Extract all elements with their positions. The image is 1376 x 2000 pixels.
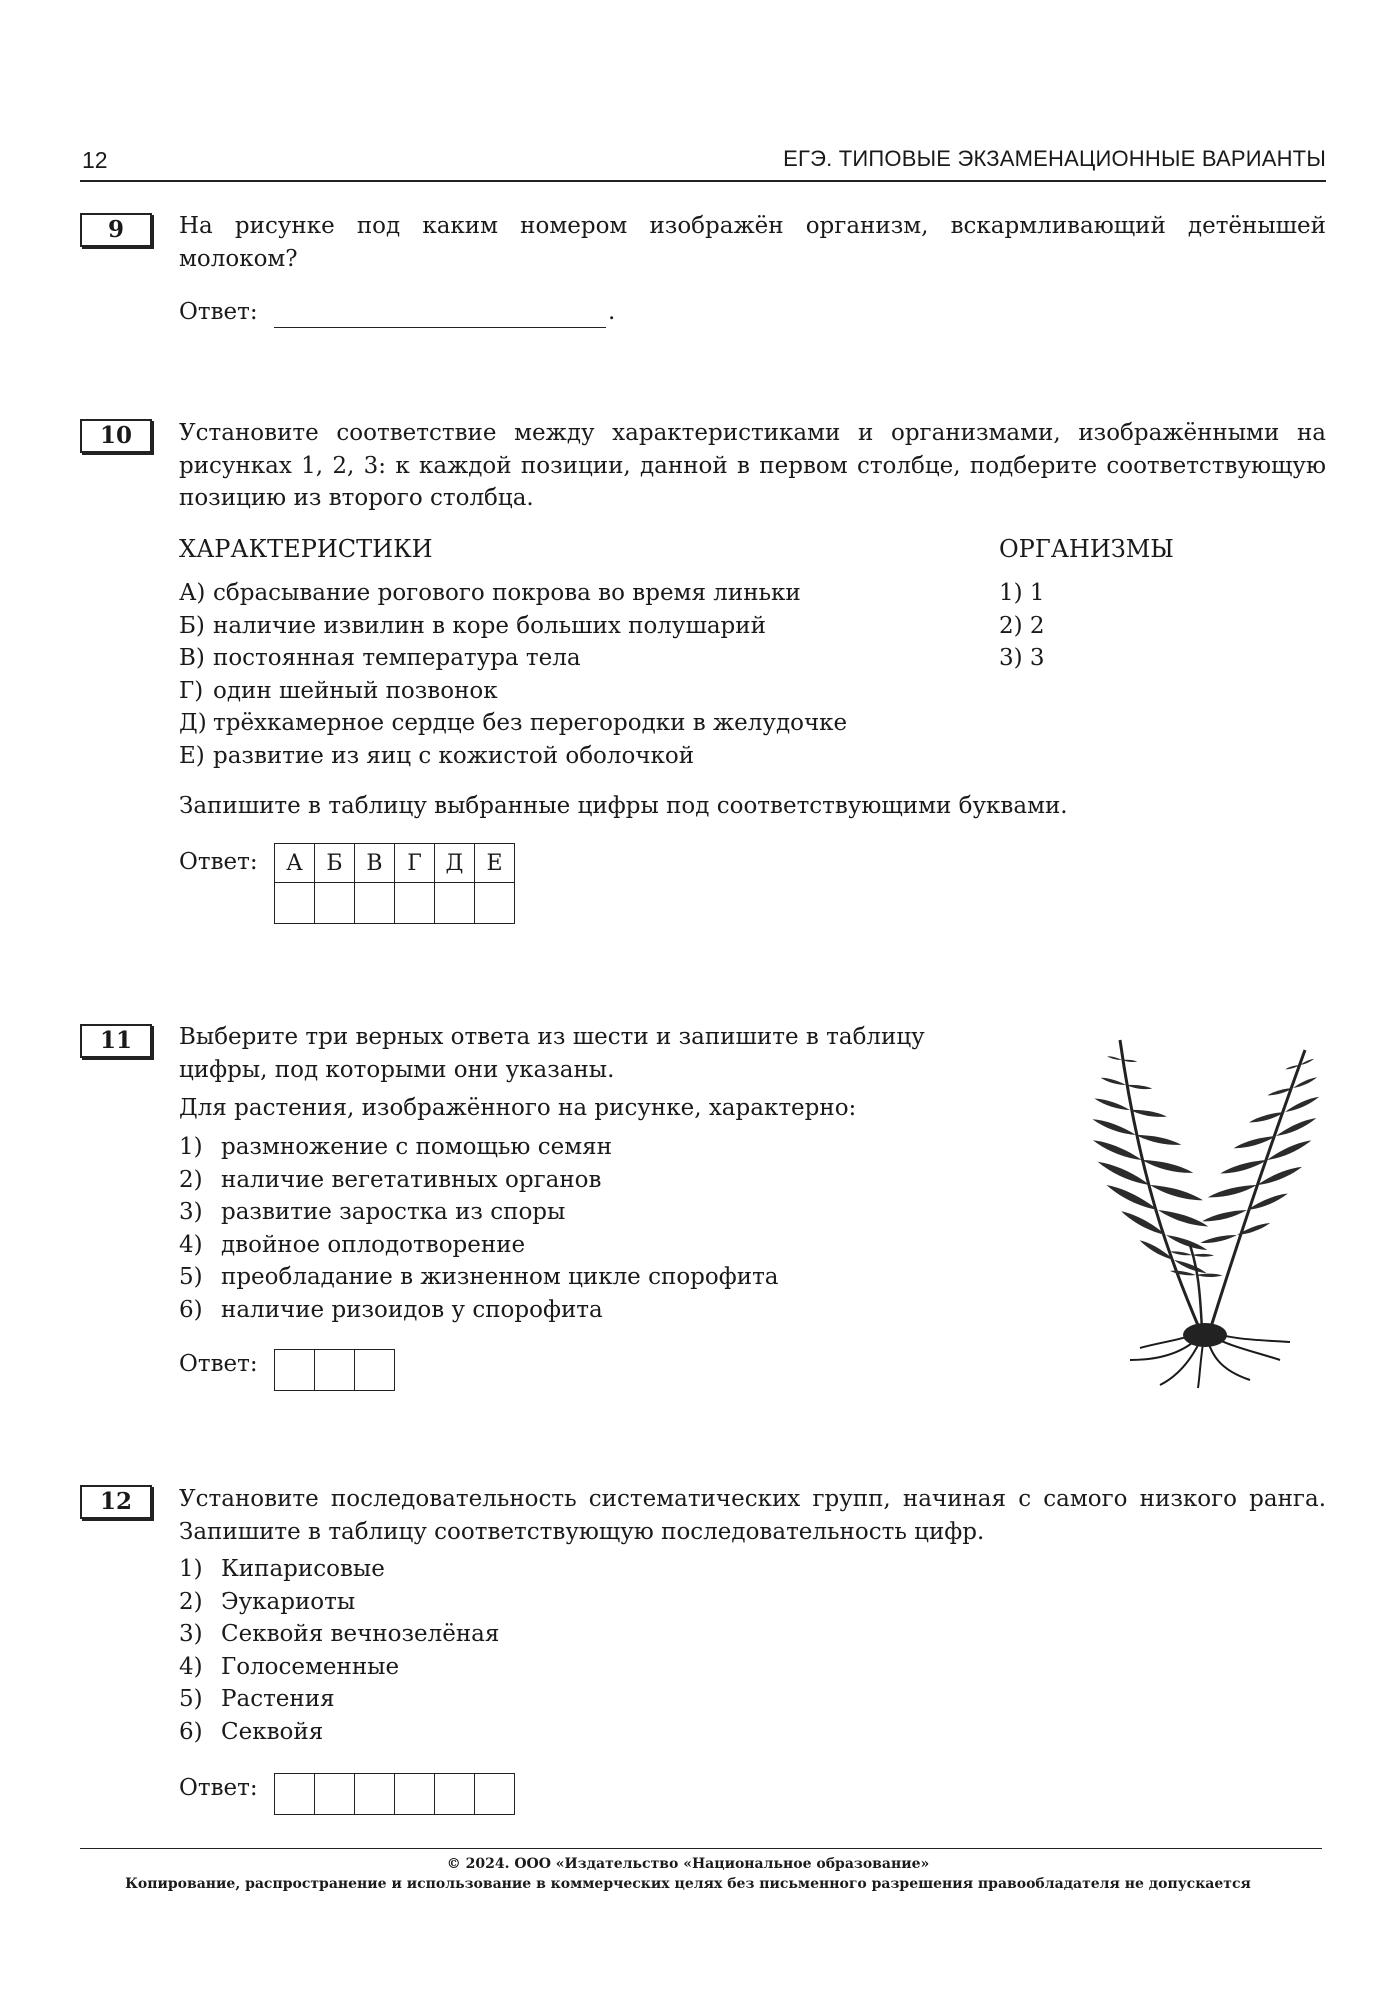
answer-cell[interactable]	[275, 1350, 315, 1391]
characteristics-header: ХАРАКТЕРИСТИКИ	[179, 535, 433, 563]
answer-cell[interactable]	[475, 883, 515, 924]
question-10-instruction: Запишите в таблицу выбранные цифры под соответствующими буквами.	[179, 793, 1068, 819]
option-item: 1) Кипарисовые	[179, 1556, 385, 1582]
question-12-options	[179, 1553, 999, 1748]
characteristic-item: Д) трёхкамерное сердце без перегородки в желудочке	[179, 710, 848, 736]
question-11-answer-label: Ответ:	[179, 1351, 258, 1377]
option-item: 3) Секвойя вечнозелёная	[179, 1621, 500, 1647]
footer-copyright: © 2024. ООО «Издательство «Национальное образование»	[446, 1856, 930, 1872]
characteristic-item: В) постоянная температура тела	[179, 645, 581, 671]
option-item: 4) Голосеменные	[179, 1653, 400, 1680]
option-item: 5) Растения	[179, 1686, 335, 1712]
question-9-answer-line[interactable]	[274, 327, 606, 328]
option-item: 6) Секвойя	[179, 1718, 324, 1745]
option-item: 1) размножение с помощью семян	[179, 1134, 612, 1160]
question-11-intro-line: Выберите три верных ответа из шести и запишите в таблицу	[179, 1024, 925, 1050]
footer-notice: Копирование, распространение и использование в коммерческих целях без письменного разрешения правообладателя не допускается	[125, 1876, 1251, 1892]
answer-header-cell: Б	[315, 844, 355, 883]
answer-header-cell: Г	[395, 844, 435, 883]
answer-cell[interactable]	[435, 883, 475, 924]
characteristic-item: А) сбрасывание рогового покрова во время линьки	[179, 580, 801, 606]
organism-item: 2) 2	[999, 612, 1045, 639]
answer-cell[interactable]	[275, 883, 315, 924]
question-10-answer-table	[274, 843, 515, 924]
question-11-answer-table	[274, 1349, 395, 1391]
answer-cell[interactable]	[435, 1774, 475, 1815]
question-10-intro: Установите соответствие между характеристиками и организмами, изображёнными на рисунках 1, 2, 3: к каждой позиции, данной в первом столбце, подберите соответствующую позицию из второго столбца.	[179, 420, 1326, 511]
answer-header-cell: В	[355, 844, 395, 883]
question-11-number: 11	[80, 1024, 152, 1058]
question-11-intro	[179, 1021, 1029, 1086]
question-12-answer-label: Ответ:	[179, 1775, 258, 1801]
answer-cell[interactable]	[355, 1350, 395, 1391]
question-9-answer-period: .	[608, 299, 616, 325]
organisms-list	[999, 577, 1045, 675]
characteristic-item: Е) развитие из яиц с кожистой оболочкой	[179, 742, 695, 769]
answer-cell[interactable]	[395, 1774, 435, 1815]
answer-cell[interactable]	[475, 1774, 515, 1815]
question-9-text: На рисунке под каким номером изображён организм, вскармливающий детёнышей молоком?	[179, 213, 1326, 272]
option-item: 6) наличие ризоидов у спорофита	[179, 1296, 603, 1323]
fern-illustration	[1050, 1030, 1330, 1390]
question-10-answer-label: Ответ:	[179, 849, 258, 875]
option-item: 4) двойное оплодотворение	[179, 1231, 526, 1258]
answer-cell[interactable]	[275, 1774, 315, 1815]
answer-cell[interactable]	[315, 1774, 355, 1815]
question-12-answer-table	[274, 1773, 515, 1815]
answer-header-cell: Е	[475, 844, 515, 883]
answer-cell[interactable]	[355, 1774, 395, 1815]
answer-header-cell: Д	[435, 844, 475, 883]
option-item: 5) преобладание в жизненном цикле спорофита	[179, 1264, 779, 1290]
question-11-options	[179, 1131, 999, 1326]
fern-frond-right	[1200, 1050, 1321, 1330]
answer-header-cell: А	[275, 844, 315, 883]
header-rule	[80, 180, 1326, 182]
question-9-number: 9	[80, 213, 152, 247]
question-12-number: 12	[80, 1485, 152, 1519]
characteristics-list	[179, 577, 959, 772]
organisms-header: ОРГАНИЗМЫ	[999, 535, 1174, 563]
question-12-intro: Установите последовательность систематических групп, начиная с самого низкого ранга. Запишите в таблицу соответствующую последовательность цифр.	[179, 1486, 1326, 1545]
option-item: 2) Эукариоты	[179, 1588, 356, 1615]
page-number: 12	[82, 147, 108, 173]
question-9-answer-label: Ответ:	[179, 299, 258, 325]
question-11-prompt: Для растения, изображённого на рисунке, характерно:	[179, 1095, 857, 1121]
characteristic-item: Г) один шейный позвонок	[179, 677, 498, 704]
footer-rule	[80, 1848, 1322, 1849]
answer-cell[interactable]	[315, 883, 355, 924]
fern-frond-left	[1091, 1040, 1209, 1330]
answer-cell[interactable]	[395, 883, 435, 924]
option-item: 3) развитие заростка из споры	[179, 1199, 566, 1225]
question-10-number: 10	[80, 419, 152, 453]
organism-item: 3) 3	[999, 645, 1045, 671]
running-title: ЕГЭ. ТИПОВЫЕ ЭКЗАМЕНАЦИОННЫЕ ВАРИАНТЫ	[783, 146, 1326, 171]
characteristic-item: Б) наличие извилин в коре больших полушарий	[179, 612, 766, 639]
answer-cell[interactable]	[315, 1350, 355, 1391]
answer-cell[interactable]	[355, 883, 395, 924]
question-11-intro-line: цифры, под которыми они указаны.	[179, 1056, 615, 1083]
option-item: 2) наличие вегетативных органов	[179, 1166, 602, 1193]
organism-item: 1) 1	[999, 580, 1045, 606]
